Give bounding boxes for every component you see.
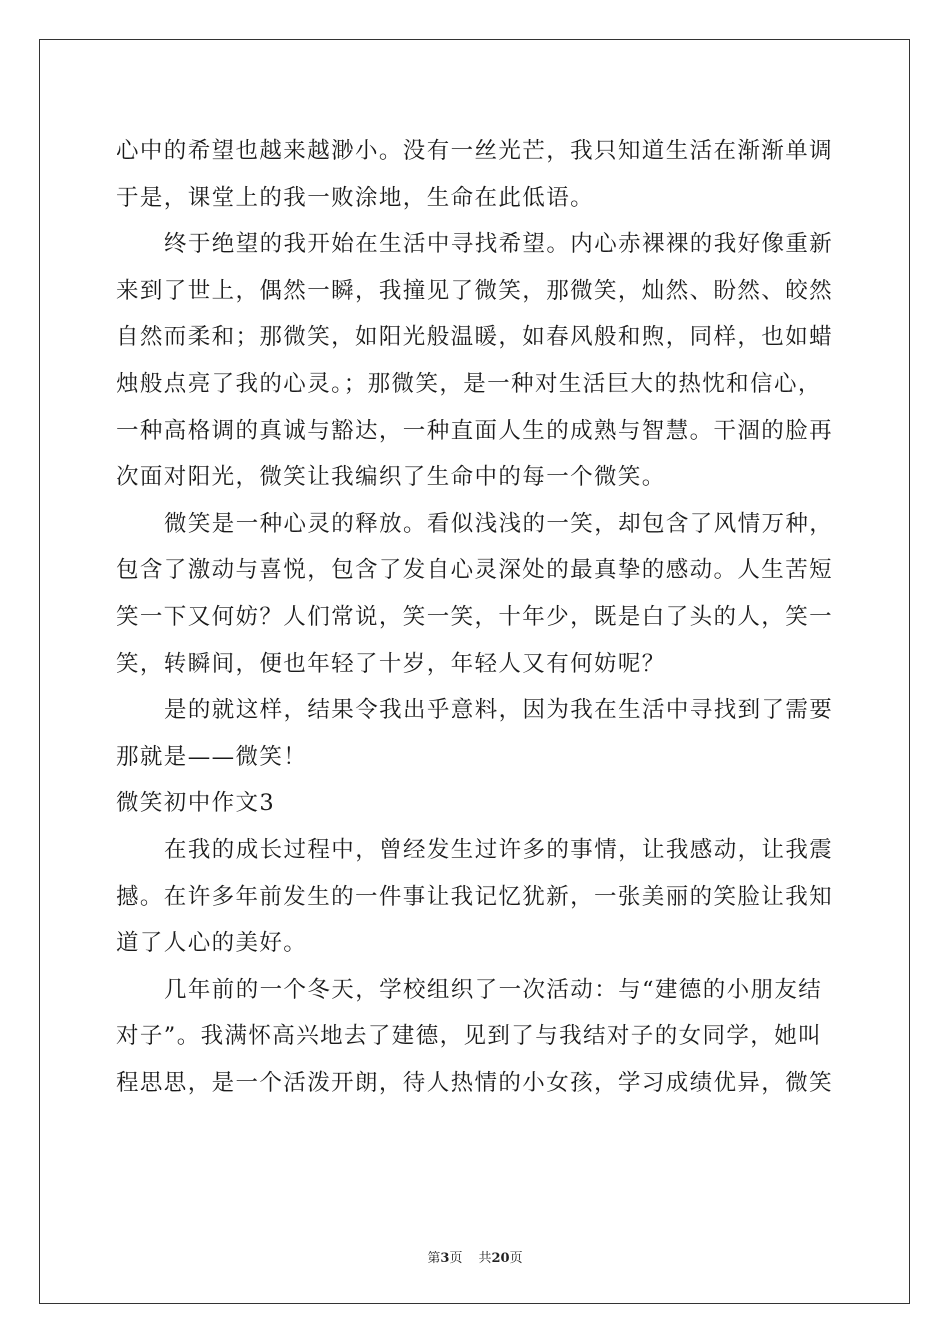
text-line: 一种高格调的真诚与豁达，一种直面人生的成熟与智慧。干涸的脸再 xyxy=(116,417,834,444)
text-line: 是的就这样，结果令我出乎意料，因为我在生活中寻找到了需要 xyxy=(164,697,834,724)
text-line: 自然而柔和；那微笑，如阳光般温暖，如春风般和煦，同样，也如蜡 xyxy=(116,324,834,351)
text-line: 终于绝望的我开始在生活中寻找希望。内心赤裸裸的我好像重新 xyxy=(164,231,834,258)
text-line: 对子”。我满怀高兴地去了建德，见到了与我结对子的女同学，她叫 xyxy=(116,1023,823,1050)
page-footer xyxy=(0,1247,950,1266)
page-prefix: 第 xyxy=(427,1251,441,1266)
text-line: 于是，课堂上的我一败涂地，生命在此低语。 xyxy=(116,184,595,211)
document-body xyxy=(116,128,836,1106)
current-page-number: 3 xyxy=(440,1251,450,1266)
text-line: 在我的成长过程中，曾经发生过许多的事情，让我感动，让我震 xyxy=(164,836,834,863)
page-suffix: 页 xyxy=(449,1251,463,1266)
text-line: 笑，转瞬间，便也年轻了十岁，年轻人又有何妨呢？ xyxy=(116,650,666,677)
text-line: 微笑是一种心灵的释放。看似浅浅的一笑，却包含了风情万种， xyxy=(164,510,834,537)
total-suffix: 页 xyxy=(509,1251,523,1266)
text-line: 烛般点亮了我的心灵。；那微笑，是一种对生活巨大的热忱和信心， xyxy=(116,370,822,397)
total-prefix: 共 xyxy=(478,1251,492,1266)
text-line: 次面对阳光，微笑让我编织了生命中的每一个微笑。 xyxy=(116,464,666,491)
text-line: 几年前的一个冬天，学校组织了一次活动：与“建德的小朋友结 xyxy=(164,976,823,1003)
total-page-count: 20 xyxy=(491,1251,510,1266)
text-line: 笑一下又何妨？人们常说，笑一笑，十年少，既是白了头的人，笑一 xyxy=(116,603,834,630)
text-line: 心中的希望也越来越渺小。没有一丝光芒，我只知道生活在渐渐单调 xyxy=(116,138,834,164)
text-line: 撼。在许多年前发生的一件事让我记忆犹新，一张美丽的笑脸让我知 xyxy=(116,883,834,910)
text-line: 程思思，是一个活泼开朗，待人热情的小女孩，学习成绩优异，微笑 xyxy=(116,1069,834,1096)
text-line: 那就是——微笑！ xyxy=(116,743,308,770)
text-line: 包含了激动与喜悦，包含了发自心灵深处的最真挚的感动。人生苦短 xyxy=(116,557,834,584)
text-line: 道了人心的美好。 xyxy=(116,930,308,957)
section-heading: 微笑初中作文3 xyxy=(116,790,276,817)
text-line: 来到了世上，偶然一瞬，我撞见了微笑，那微笑，灿然、盼然、皎然 xyxy=(116,277,834,304)
